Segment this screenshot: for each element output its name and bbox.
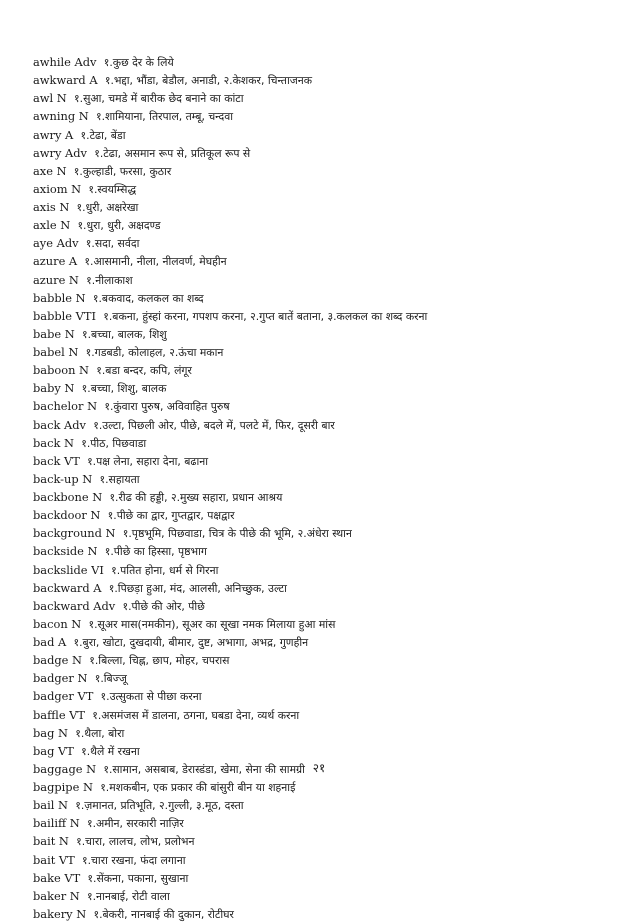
dictionary-entry — [33, 796, 613, 814]
entry-separator — [73, 128, 80, 142]
dictionary-entry — [33, 379, 613, 397]
entry-headword: awry A — [33, 127, 74, 142]
dictionary-entry — [33, 252, 613, 270]
entry-separator — [80, 871, 87, 885]
entry-headword: backdoor N — [33, 508, 101, 523]
entry-meaning: १.चारा, लालच, लोभ, प्रलोभन — [76, 835, 195, 849]
dictionary-entry — [33, 89, 613, 107]
entry-headword: awkward A — [33, 73, 98, 88]
entry-meaning: १.बकना, हुंस्हां करना, गपशप करना, २.गुप्त बातें बताना, ३.कलकल का शब्द करना — [103, 309, 428, 323]
dictionary-entry — [33, 597, 613, 615]
entry-separator — [79, 236, 86, 250]
dictionary-entry — [33, 397, 613, 415]
entry-headword: backslide VI — [33, 562, 104, 577]
entry-separator — [116, 526, 123, 540]
entry-meaning: १.अमीन, सरकारी नाज़िर — [86, 817, 184, 831]
entry-meaning: १.कुछ देर के लिये — [103, 56, 174, 69]
entry-meaning: १.स्वयम्सिद्ध — [88, 182, 137, 196]
entry-headword: bad A — [33, 635, 67, 649]
entry-headword: bachelor N — [33, 399, 98, 414]
entry-separator — [78, 345, 85, 359]
entry-headword: awl N — [33, 91, 67, 106]
dictionary-entry — [33, 724, 613, 742]
entry-headword: bag VT — [33, 743, 74, 758]
entry-headword: backside N — [33, 544, 98, 559]
entry-headword: aye Adv — [33, 236, 79, 251]
entry-headword: backward A — [33, 580, 102, 595]
dictionary-entry — [33, 180, 613, 198]
entry-meaning: १.चारा रखना, फंदा लगाना — [82, 853, 186, 867]
dictionary-entry — [33, 832, 613, 850]
entry-meaning: १.बिज्जू — [94, 672, 127, 686]
dictionary-entry — [33, 289, 613, 307]
entry-separator — [100, 508, 107, 522]
dictionary-entry — [33, 470, 613, 488]
dictionary-entry — [33, 307, 613, 325]
dictionary-entry — [33, 144, 613, 162]
dictionary-entry — [33, 579, 613, 597]
dictionary-entry — [33, 905, 613, 923]
entry-separator — [74, 381, 81, 395]
entry-separator — [67, 164, 74, 178]
entry-meaning: १.उत्सुकता से पीछा करना — [100, 690, 202, 704]
entry-separator — [96, 55, 103, 69]
entry-headword: babel N — [33, 345, 79, 359]
entry-headword: baffle VT — [33, 707, 86, 722]
entry-headword: backbone N — [33, 490, 103, 504]
entry-headword: back VT — [33, 453, 80, 468]
entry-headword: azure A — [33, 254, 78, 269]
dictionary-entry — [33, 198, 613, 216]
entry-headword: axis N — [33, 200, 70, 214]
entry-meaning: १.उल्टा, पिछली ओर, पीछे, बदले में, पलटे में, फिर, दूसरी बार — [93, 418, 335, 432]
entry-meaning: १.सेंकना, पकाना, सुखाना — [87, 871, 189, 885]
dictionary-entry — [33, 343, 613, 361]
dictionary-entry — [33, 851, 613, 869]
entry-meaning: १.कुल्हाडी, फरसा, कुठार — [73, 164, 172, 178]
dictionary-entry — [33, 633, 613, 651]
entry-separator — [98, 73, 105, 87]
entry-headword: bag N — [33, 725, 68, 740]
entry-separator — [87, 671, 94, 685]
entry-meaning: १.सदा, सर्वदा — [85, 237, 140, 251]
entry-meaning: १.पिछड़ा हुआ, मंद, आलसी, अनिच्छुक, उल्टा — [108, 581, 287, 595]
entry-meaning: १.पक्ष लेना, सहारा देना, बढाना — [87, 454, 209, 468]
entry-headword: badger VT — [33, 689, 94, 704]
entry-meaning: १.पृष्ठभूमि, पिछवाडा, चित्र के पीछे की भूमि, २.अंधेरा स्थान — [122, 527, 352, 541]
entry-list — [33, 53, 613, 923]
entry-meaning: १.बच्चा, शिशु, बालक — [81, 382, 167, 396]
entry-meaning: १.असमंजस में डालना, ठगना, घबडा देना, व्यर्थ करना — [92, 708, 300, 722]
entry-separator — [93, 689, 100, 703]
entry-meaning: १.टेढा, असमान रूप से, प्रतिकूल रूप से — [94, 146, 251, 160]
dictionary-entry — [33, 869, 613, 887]
entry-separator — [74, 744, 81, 758]
entry-meaning: १.मशकबीन, एक प्रकार की बांसुरी बीन या शहनाई — [100, 781, 296, 794]
entry-meaning: १.थैले में रखना — [81, 744, 140, 758]
dictionary-entry — [33, 53, 613, 71]
dictionary-entry — [33, 416, 613, 434]
entry-meaning: १.धुरा, धुरी, अक्षदण्ड — [77, 219, 161, 233]
entry-meaning: १.नीलाकाश — [86, 273, 133, 287]
entry-headword: bail N — [33, 798, 68, 813]
dictionary-entry — [33, 887, 613, 905]
entry-headword: bacon N — [33, 616, 82, 631]
entry-headword: babble VTI — [33, 308, 96, 323]
entry-meaning: १.बच्चा, बालक, शिशु — [81, 327, 167, 341]
entry-meaning: १.पीछे का द्वार, गुप्तद्वार, पक्षद्वार — [107, 509, 235, 523]
entry-meaning: १.टेढा, बेंडा — [80, 128, 126, 142]
entry-headword: awry Adv — [33, 145, 87, 160]
entry-headword: back Adv — [33, 417, 86, 432]
dictionary-entry — [33, 216, 613, 234]
entry-headword: babe N — [33, 326, 75, 341]
entry-separator — [81, 617, 88, 631]
dictionary-entry — [33, 434, 613, 452]
entry-meaning: १.शामियाना, तिरपाल, तम्बू, चन्दवा — [96, 110, 234, 124]
entry-headword: bagpipe N — [33, 780, 93, 794]
dictionary-entry — [33, 506, 613, 524]
entry-headword: bait VT — [33, 852, 75, 867]
entry-headword: bait N — [33, 834, 69, 849]
entry-separator — [89, 109, 96, 123]
dictionary-entry — [33, 488, 613, 506]
entry-meaning: १.बकवाद, कलकल का शब्द — [92, 291, 204, 305]
entry-headword: backward Adv — [33, 598, 116, 613]
dictionary-entry — [33, 706, 613, 724]
dictionary-entry — [33, 452, 613, 470]
entry-meaning: १.सामान, असबाब, डेरास्डंडा, खेमा, सेना की सामग्री — [103, 762, 305, 776]
entry-headword: babble N — [33, 290, 86, 305]
dictionary-entry — [33, 107, 613, 125]
entry-headword: baggage N — [33, 761, 97, 776]
entry-separator — [67, 91, 74, 105]
page-number: २१ — [312, 761, 326, 775]
entry-headword: axiom N — [33, 181, 82, 196]
entry-meaning: १.थैला, बोरा — [75, 726, 125, 740]
dictionary-entry — [33, 325, 613, 343]
dictionary-entry — [33, 651, 613, 669]
entry-meaning: १.धुरी, अक्षरेखा — [76, 201, 139, 214]
entry-meaning: १.बडा बन्दर, कपि, लंगूर — [96, 364, 192, 378]
dictionary-entry — [33, 687, 613, 705]
entry-meaning: १.बुरा, खोटा, दुखदायी, बीमार, दुष्ट, अभागा, अभद्र, गुणहीन — [73, 636, 309, 649]
entry-headword: azure N — [33, 272, 79, 287]
entry-meaning: १.सुआ, चमडे में बारीक छेद बनाने का कांटा — [74, 92, 244, 106]
entry-separator — [86, 907, 93, 921]
entry-headword: badge N — [33, 653, 82, 668]
entry-headword: back-up N — [33, 471, 93, 486]
entry-meaning: १.पीछे का हिस्सा, पृष्ठभाग — [104, 545, 207, 559]
entry-meaning: १.पतित होना, धर्म से गिरना — [111, 563, 219, 577]
entry-headword: baboon N — [33, 363, 90, 378]
entry-meaning: १.आसमानी, नीला, नीलवर्ण, मेघहीन — [84, 255, 227, 269]
dictionary-entry — [33, 162, 613, 180]
entry-headword: awning N — [33, 109, 89, 124]
entry-headword: background N — [33, 526, 116, 541]
entry-meaning: १.नानबाई, रोटी वाला — [87, 889, 170, 903]
entry-meaning: १.गडबडी, कोलाहल, २.ऊंचा मकान — [85, 346, 224, 359]
entry-separator — [69, 200, 76, 214]
entry-separator — [102, 581, 109, 595]
entry-separator — [80, 889, 87, 903]
dictionary-entry — [33, 524, 613, 542]
entry-headword: awhile Adv — [33, 55, 97, 69]
entry-separator — [75, 853, 82, 867]
dictionary-entry — [33, 126, 613, 144]
dictionary-entry — [33, 814, 613, 832]
dictionary-entry — [33, 361, 613, 379]
dictionary-entry — [33, 561, 613, 579]
entry-headword: back N — [33, 435, 74, 450]
entry-meaning: १.पीठ, पिछवाडा — [81, 436, 147, 450]
entry-meaning: १.ज़मानत, प्रतिभूति, २.गुल्ली, ३.मूठ, दस्ता — [75, 799, 244, 813]
entry-headword: bake VT — [33, 870, 81, 885]
entry-headword: bailiff N — [33, 816, 80, 831]
dictionary-entry — [33, 542, 613, 560]
entry-separator — [80, 454, 87, 468]
entry-separator — [69, 834, 76, 848]
entry-separator — [75, 327, 82, 341]
dictionary-entry — [33, 742, 613, 760]
dictionary-entry — [33, 778, 613, 796]
entry-meaning: १.बेकरी, नानबाई की दुकान, रोटीघर — [93, 907, 234, 921]
entry-meaning: १.सूअर मास(नमकीन), सूअर का सूखा नमक मिलाया हुआ मांस — [88, 617, 336, 631]
dictionary-entry — [33, 234, 613, 252]
entry-headword: axle N — [33, 218, 71, 233]
entry-meaning: १.सहायता — [99, 472, 140, 486]
entry-meaning: १.भद्दा, भौंडा, बेडौल, अनाडी, २.केशकर, चिन्ताजनक — [104, 74, 313, 88]
entry-meaning: १.पीछे की ओर, पीछे — [122, 599, 205, 613]
entry-headword: axe N — [33, 163, 67, 178]
entry-headword: badger N — [33, 671, 88, 686]
entry-separator — [80, 816, 87, 830]
entry-headword: baby N — [33, 381, 75, 396]
entry-meaning: १.कुंवारा पुरुष, अविवाहित पुरुष — [104, 400, 230, 414]
entry-separator — [97, 544, 104, 558]
entry-headword: baker N — [33, 888, 80, 903]
dictionary-entry — [33, 615, 613, 633]
entry-headword: bakery N — [33, 906, 87, 921]
dictionary-entry — [33, 271, 613, 289]
entry-meaning: १.रीढ की हड्डी, २.मुख्य सहारा, प्रधान आश्रय — [109, 491, 283, 504]
entry-separator — [86, 291, 93, 305]
dictionary-entry — [33, 669, 613, 687]
dictionary-entry — [33, 71, 613, 89]
entry-meaning: १.बिल्ला, चिह्न, छाप, मोहर, चपरास — [89, 654, 230, 668]
